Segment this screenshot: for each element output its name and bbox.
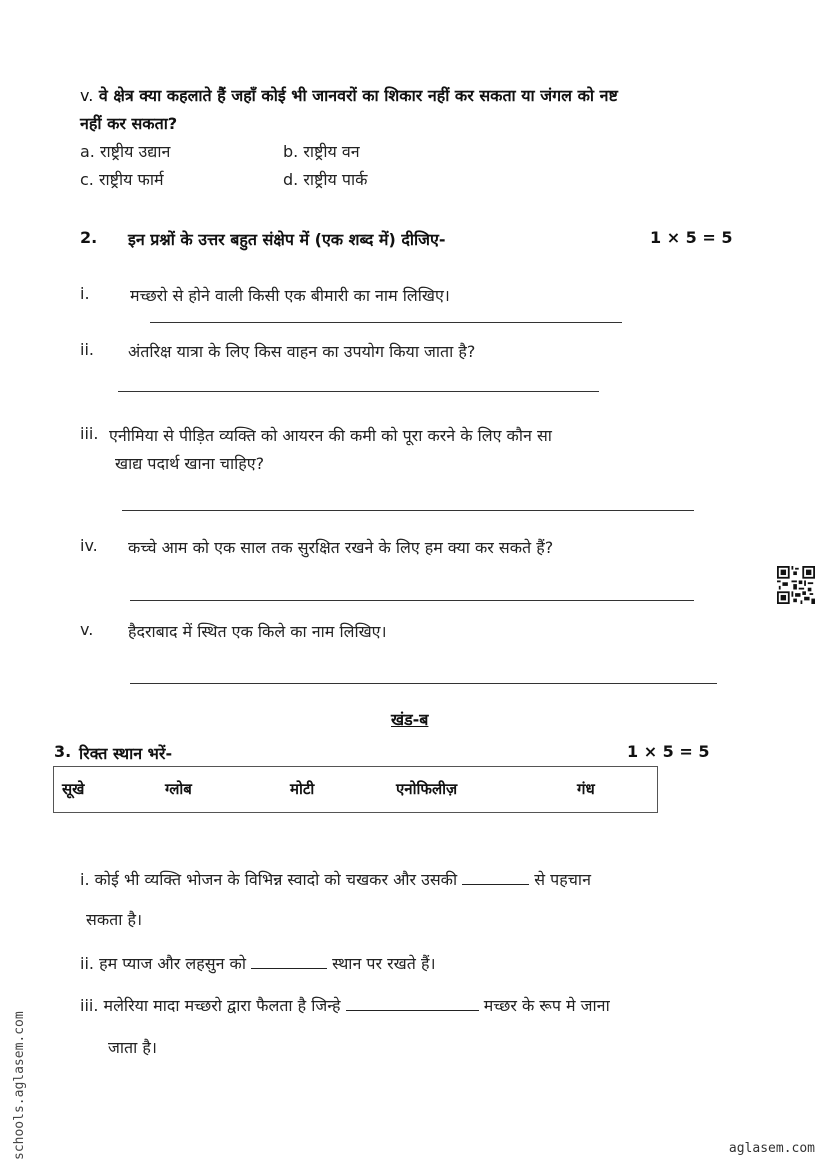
answer-line-ii[interactable] bbox=[118, 391, 599, 392]
q1v-option-c[interactable] bbox=[80, 168, 164, 190]
option-text: राष्ट्रीय उद्यान bbox=[99, 142, 171, 161]
option-label: a. bbox=[80, 142, 95, 161]
q1v-number: v. bbox=[80, 86, 94, 105]
q2-instruction: इन प्रश्नों के उत्तर बहुत संक्षेप में (एक शब्द में) दीजिए- bbox=[128, 230, 446, 249]
q3-item-iii bbox=[80, 994, 610, 1016]
fill-blank-ii[interactable] bbox=[251, 956, 327, 969]
q1v-question-line1 bbox=[80, 84, 618, 106]
q3-item-i-line2: सकता है। bbox=[86, 910, 143, 929]
q2-item-ii-text: अंतरिक्ष यात्रा के लिए किस वाहन का उपयोग किया जाता है? bbox=[128, 342, 476, 361]
answer-line-iv[interactable] bbox=[130, 600, 694, 601]
q3-marks: 1 × 5 = 5 bbox=[627, 742, 710, 761]
item-text: कोई भी व्यक्ति भोजन के विभिन्न स्वादो को चखकर और उसकी bbox=[94, 870, 458, 889]
answer-line-iii[interactable] bbox=[122, 510, 694, 511]
q1v-option-d[interactable] bbox=[283, 168, 367, 190]
fill-blank-iii[interactable] bbox=[346, 998, 479, 1011]
word-bank-item: मोटी bbox=[290, 780, 315, 798]
option-label: b. bbox=[283, 142, 299, 161]
item-number: i. bbox=[80, 870, 90, 889]
item-number: iii. bbox=[80, 996, 99, 1015]
q3-item-iii-line2: जाता है। bbox=[108, 1038, 157, 1057]
q2-item-v-text: हैदराबाद में स्थित एक किले का नाम लिखिए। bbox=[128, 622, 387, 641]
q3-instruction: रिक्त स्थान भरें- bbox=[79, 744, 173, 763]
q2-number: 2. bbox=[80, 228, 98, 247]
option-label: d. bbox=[283, 170, 299, 189]
item-text: से पहचान bbox=[534, 870, 591, 889]
word-bank-item: ग्लोब bbox=[165, 780, 192, 798]
q2-item-i-text: मच्छरो से होने वाली किसी एक बीमारी का नाम लिखिए। bbox=[130, 286, 450, 305]
item-text: मच्छर के रूप मे जाना bbox=[483, 996, 610, 1015]
q3-number: 3. bbox=[54, 742, 72, 761]
item-text: हम प्याज और लहसुन को bbox=[99, 954, 246, 973]
footer-watermark: aglasem.com bbox=[728, 1141, 815, 1156]
section-b-title: खंड-ब bbox=[391, 710, 429, 729]
q2-item-iii-number: iii. bbox=[80, 424, 99, 443]
word-bank-item: गंध bbox=[577, 780, 595, 798]
q1v-option-a[interactable] bbox=[80, 140, 170, 162]
option-text: राष्ट्रीय फार्म bbox=[98, 170, 164, 189]
q2-item-ii-number: ii. bbox=[80, 340, 94, 359]
option-label: c. bbox=[80, 170, 94, 189]
qr-code-icon bbox=[777, 566, 815, 604]
q3-item-i bbox=[80, 868, 591, 890]
q2-item-v-number: v. bbox=[80, 620, 94, 639]
side-watermark: schools.aglasem.com bbox=[12, 1011, 27, 1160]
item-text: मलेरिया मादा मच्छरो द्वारा फैलता है जिन्हे bbox=[103, 996, 341, 1015]
q2-item-iii-text: एनीमिया से पीड़ित व्यक्ति को आयरन की कमी को पूरा करने के लिए कौन सा bbox=[109, 426, 552, 445]
q2-item-iv-text: कच्चे आम को एक साल तक सुरक्षित रखने के लिए हम क्या कर सकते हैं? bbox=[128, 538, 554, 557]
q1v-question-line2: नहीं कर सकता? bbox=[80, 114, 178, 133]
word-bank-item: एनोफिलीज़ bbox=[396, 780, 458, 798]
answer-line-v[interactable] bbox=[130, 683, 717, 684]
word-bank-box bbox=[53, 766, 658, 813]
option-text: राष्ट्रीय पार्क bbox=[303, 170, 368, 189]
q2-item-iii-text2: खाद्य पदार्थ खाना चाहिए? bbox=[115, 454, 265, 473]
item-text: स्थान पर रखते हैं। bbox=[332, 954, 436, 973]
option-text: राष्ट्रीय वन bbox=[303, 142, 360, 161]
fill-blank-i[interactable] bbox=[462, 872, 529, 885]
q2-marks: 1 × 5 = 5 bbox=[650, 228, 733, 247]
answer-line-i[interactable] bbox=[150, 322, 622, 323]
q1v-option-b[interactable] bbox=[283, 140, 360, 162]
q1v-question-text: वे क्षेत्र क्या कहलाते हैं जहाँ कोई भी जानवरों का शिकार नहीं कर सकता या जंगल को नष्ट bbox=[98, 86, 618, 105]
item-number: ii. bbox=[80, 954, 94, 973]
q2-item-i-number: i. bbox=[80, 284, 90, 303]
q3-item-ii bbox=[80, 952, 436, 974]
word-bank-item: सूखे bbox=[62, 780, 85, 798]
q2-item-iv-number: iv. bbox=[80, 536, 98, 555]
